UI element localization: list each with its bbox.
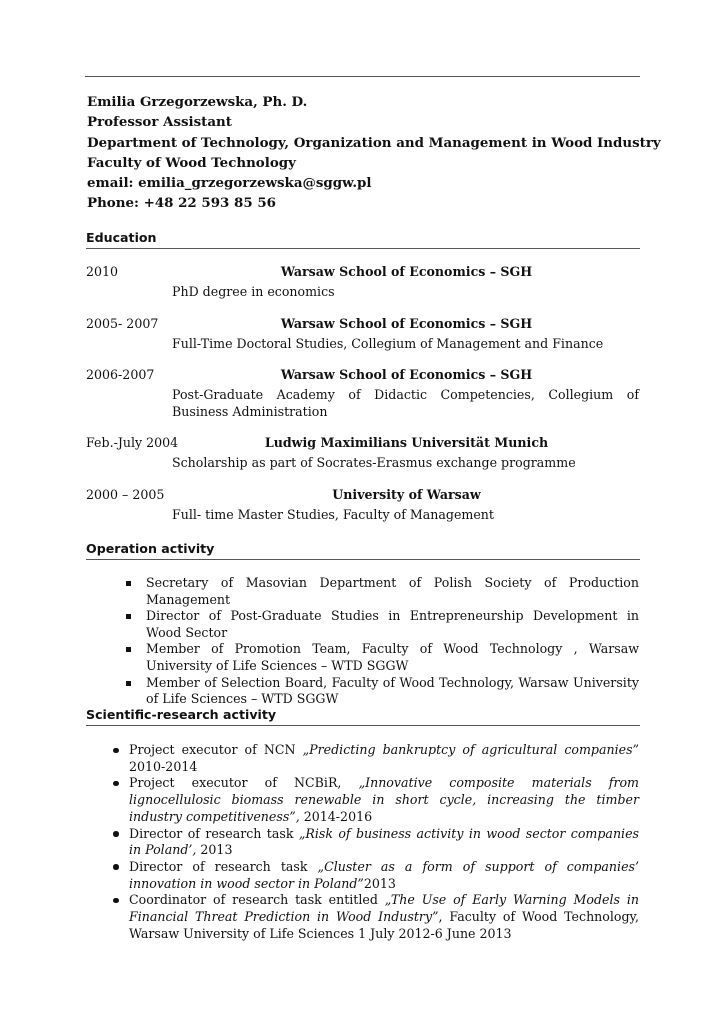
phone: Phone: +48 22 593 85 56 <box>87 195 276 212</box>
list-item: Member of Promotion Team, Faculty of Wood Technology , Warsaw University of Life Sciences – WTD SGGW <box>146 641 639 674</box>
round-bullet-icon <box>113 748 119 754</box>
entry-description: PhD degree in economics <box>172 284 335 299</box>
entry-school: Warsaw School of Economics – SGH <box>280 316 533 331</box>
education-heading: Education <box>86 230 640 249</box>
square-bullet-icon <box>126 581 131 586</box>
entry-description: Scholarship as part of Socrates-Erasmus exchange programme <box>172 455 576 470</box>
research-list <box>129 742 639 942</box>
round-bullet-icon <box>113 781 119 787</box>
entry-date: 2010 <box>86 264 119 279</box>
entry-school: Warsaw School of Economics – SGH <box>280 264 533 279</box>
entry-school: Ludwig Maximilians Universität Munich <box>264 435 549 450</box>
round-bullet-icon <box>113 864 119 870</box>
list-item: Director of research task „Risk of business activity in wood sector companies in Poland’, 2013 <box>129 826 639 859</box>
department: Department of Technology, Organization and Management in Wood Industry <box>87 134 661 151</box>
list-item: Director of Post-Graduate Studies in Entrepreneurship Development in Wood Sector <box>146 608 639 641</box>
email[interactable]: email: emilia_grzegorzewska@sggw.pl <box>87 175 372 192</box>
entry-description: Post-Graduate Academy of Didactic Competencies, Collegium of Business Administration <box>172 387 639 419</box>
list-item: Project executor of NCN „Predicting bankruptcy of agricultural companies” 2010-2014 <box>129 742 639 775</box>
contact-header <box>87 92 661 214</box>
list-item: Project executor of NCBiR, „Innovative composite materials from lignocellulosic biomass renewable in short cycle, increasing the timber industry competitiveness”, 2014-2016 <box>129 775 639 825</box>
round-bullet-icon <box>113 898 119 904</box>
entry-date: 2006-2007 <box>86 367 155 382</box>
round-bullet-icon <box>113 831 119 837</box>
entry-date: 2005- 2007 <box>86 316 159 331</box>
entry-school: Warsaw School of Economics – SGH <box>280 367 533 382</box>
person-name: Emilia Grzegorzewska, Ph. D. <box>87 94 308 110</box>
list-item: Member of Selection Board, Faculty of Wood Technology, Warsaw University of Life Sciences – WTD SGGW <box>146 675 639 708</box>
research-heading: Scientific-research activity <box>86 707 640 726</box>
job-title: Professor Assistant <box>87 114 232 131</box>
entry-description: Full-Time Doctoral Studies, Collegium of Management and Finance <box>172 336 604 351</box>
list-item: Secretary of Masovian Department of Polish Society of Production Management <box>146 575 639 608</box>
square-bullet-icon <box>126 614 131 619</box>
top-divider <box>85 76 640 77</box>
square-bullet-icon <box>126 647 131 652</box>
entry-date: Feb.-July 2004 <box>86 435 179 450</box>
square-bullet-icon <box>126 681 131 686</box>
entry-description: Full- time Master Studies, Faculty of Management <box>172 507 494 522</box>
entry-date: 2000 – 2005 <box>86 487 165 502</box>
list-item: Director of research task „Cluster as a form of support of companies’ innovation in wood sector in Poland”2013 <box>129 859 639 892</box>
entry-school: University of Warsaw <box>332 487 481 502</box>
list-item: Coordinator of research task entitled „The Use of Early Warning Models in Financial Threat Prediction in Wood Industry”, Faculty of Wood Technology, Warsaw University of Life Sciences 1 July 2012-6 June 2013 <box>129 892 639 942</box>
operation-heading: Operation activity <box>86 541 640 560</box>
faculty: Faculty of Wood Technology <box>87 154 296 171</box>
operation-list <box>146 575 639 708</box>
